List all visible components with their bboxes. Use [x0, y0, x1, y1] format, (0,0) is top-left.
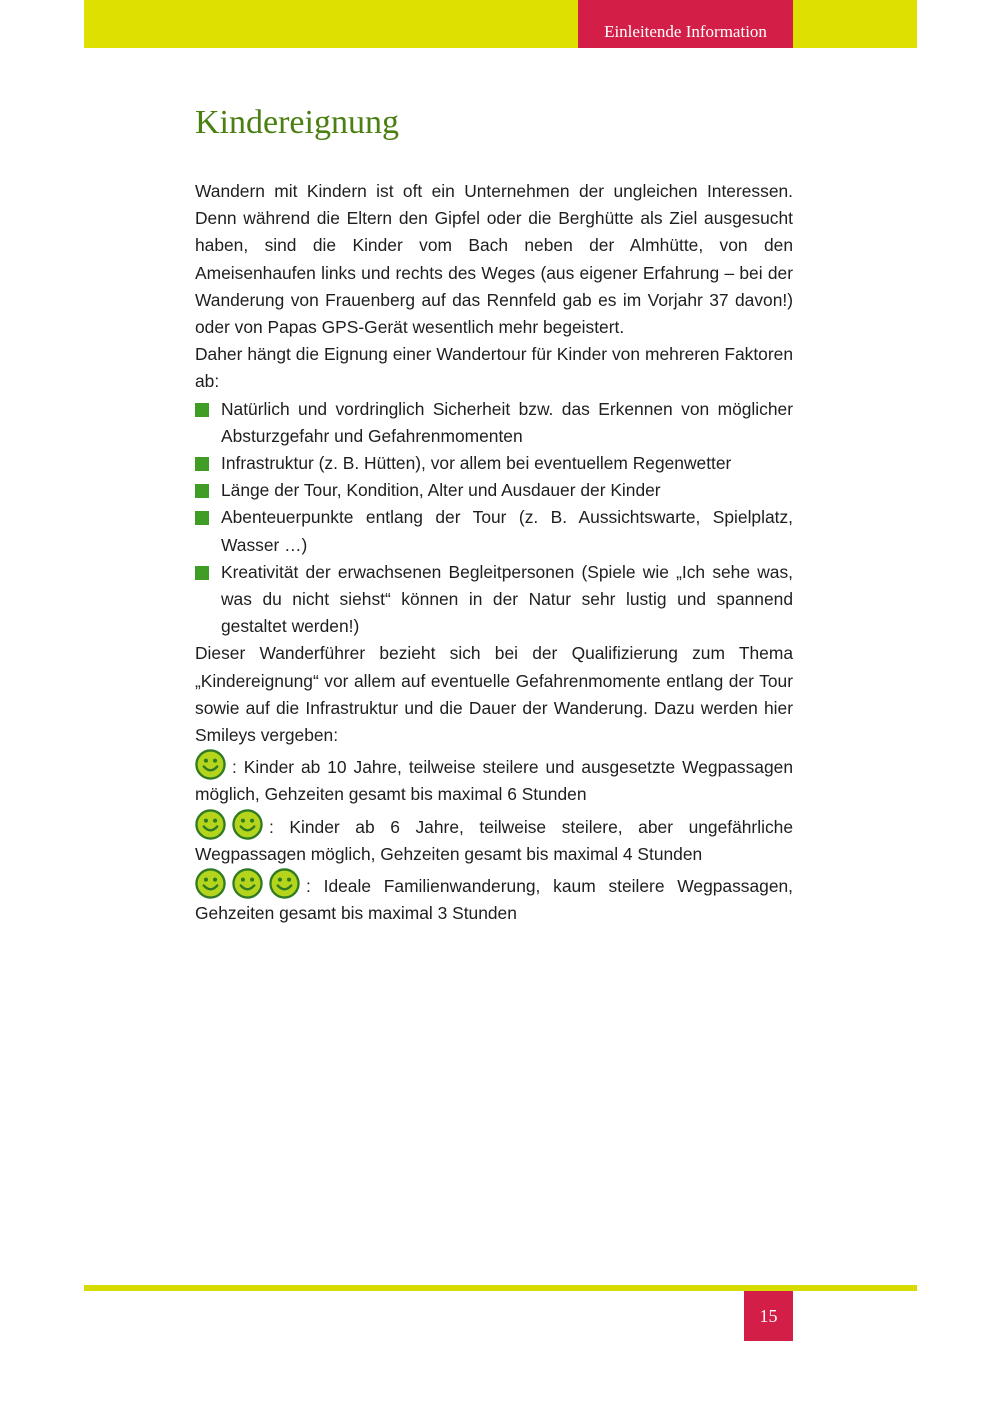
square-bullet-icon: [195, 457, 209, 471]
rating-two-smileys: : Kinder ab 6 Jahre, teilweise steilere, aber ungefährliche Wegpassagen möglich, Gehzeiten gesamt bis maximal 4 Stunden: [195, 809, 793, 868]
smiley-icon: [195, 749, 226, 780]
factors-list: [195, 396, 793, 641]
page-number: 15: [744, 1291, 793, 1341]
smiley-group: [195, 876, 306, 896]
smiley-icon: [269, 868, 300, 899]
section-label: Einleitende Information: [578, 0, 793, 48]
factors-intro: Daher hängt die Eignung einer Wandertour für Kinder von mehreren Faktoren ab:: [195, 344, 793, 392]
rating-one-smiley: : Kinder ab 10 Jahre, teilweise steilere und ausgesetzte Wegpassagen möglich, Gehzeiten gesamt bis maximal 6 Stunden: [195, 749, 793, 808]
list-item: Länge der Tour, Kondition, Alter und Ausdauer der Kinder: [195, 477, 793, 504]
smiley-icon: [232, 868, 263, 899]
smiley-group: [195, 817, 269, 837]
smiley-icon: [232, 809, 263, 840]
square-bullet-icon: [195, 484, 209, 498]
smiley-group: [195, 757, 232, 777]
square-bullet-icon: [195, 403, 209, 417]
smiley-icon: [195, 868, 226, 899]
list-item: Kreativität der erwachsenen Begleitpersonen (Spiele wie „Ich sehe was, was du nicht siehst“ können in der Natur sehr lustig und spannend gestaltet werden!): [195, 559, 793, 641]
list-item: Natürlich und vordringlich Sicherheit bzw. das Erkennen von möglicher Absturzgefahr und Gefahrenmomenten: [195, 396, 793, 450]
article-body: [195, 178, 793, 927]
page-title: Kindereignung: [195, 104, 399, 141]
square-bullet-icon: [195, 511, 209, 525]
square-bullet-icon: [195, 566, 209, 580]
list-item: Abenteuerpunkte entlang der Tour (z. B. Aussichtswarte, Spielplatz, Wasser …): [195, 504, 793, 558]
intro-paragraph: Wandern mit Kindern ist oft ein Unternehmen der ungleichen Interessen. Denn während die Eltern den Gipfel oder die Berghütte als Ziel ausgesucht haben, sind die Kinder vom Bach neben der Almhütte, von den Ameisenhaufen links und rechts des Weges (aus eigener Erfahrung – bei der Wanderung von Frauenberg auf das Rennfeld gab es im Vorjahr 37 davon!) oder von Papas GPS-Gerät wesentlich mehr begeistert.: [195, 181, 793, 338]
closing-paragraph: Dieser Wanderführer bezieht sich bei der Qualifizierung zum Thema „Kindereignung“ vor allem auf eventuelle Gefahrenmomente entlang der Tour sowie auf die Infrastruktur und die Dauer der Wanderung. Dazu werden hier Smileys vergeben:: [195, 643, 793, 746]
smiley-icon: [195, 809, 226, 840]
list-item: Infrastruktur (z. B. Hütten), vor allem bei eventuellem Regenwetter: [195, 450, 793, 477]
rating-three-smileys: : Ideale Familienwanderung, kaum steilere Wegpassagen, Gehzeiten gesamt bis maximal 3 Stunden: [195, 868, 793, 927]
